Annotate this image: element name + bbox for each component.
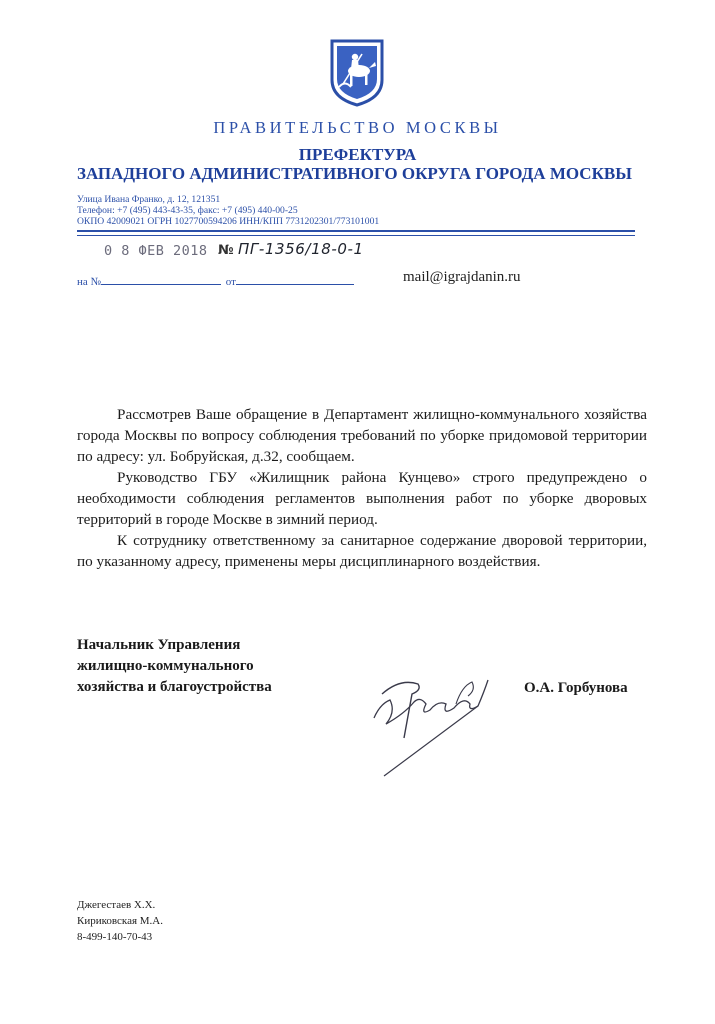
reference-ot-label: от — [225, 276, 236, 288]
executor-name: Джегестаев Х.Х. — [77, 899, 156, 911]
moscow-coat-of-arms-icon — [329, 38, 385, 108]
okrug-title: ЗАПАДНОГО АДМИНИСТРАТИВНОГО ОКРУГА ГОРОДА МОСКВЫ — [77, 164, 632, 183]
number-sign: № — [218, 243, 234, 258]
letter-body — [77, 404, 647, 572]
body-paragraph: Руководство ГБУ «Жилищник района Кунцево» строго предупреждено о необходимости соблюдения регламентов выполнения работ по уборке дворовых территорий в городе Москве в зимний период. — [77, 469, 647, 528]
position-line: Начальник Управления — [77, 637, 241, 653]
reference-na-label: на № — [77, 276, 102, 288]
letterhead-rule-thin — [77, 235, 635, 236]
phone-fax-line: Телефон: +7 (495) 443-43-35, факс: +7 (495) 440-00-25 — [77, 205, 298, 216]
executor-phone: 8-499-140-70-43 — [77, 931, 153, 943]
government-title: ПРАВИТЕЛЬСТВО МОСКВЫ — [213, 118, 502, 137]
handwritten-signature — [360, 660, 510, 785]
reference-number-blank — [101, 274, 221, 285]
reference-date-blank — [236, 274, 354, 285]
reference-line — [77, 274, 354, 288]
executor-name: Кириковская М.А. — [77, 915, 164, 927]
body-paragraph: К сотруднику ответственному за санитарное содержание дворовой территории, по указанному адресу, применены меры дисциплинарного воздействия. — [77, 532, 647, 570]
body-paragraph: Рассмотрев Ваше обращение в Департамент жилищно-коммунального хозяйства города Москвы по вопросу соблюдения требований по уборке придомовой территории по адресу: ул. Бобруйская, д.32, сообщаем. — [77, 406, 647, 465]
position-line: хозяйства и благоустройства — [77, 679, 272, 695]
signer-name: О.А. Горбунова — [524, 680, 628, 696]
registration-date-stamp: 0 8 ФЕВ 2018 — [104, 243, 208, 259]
prefecture-title: ПРЕФЕКТУРА — [298, 145, 417, 164]
letterhead-rule — [77, 230, 635, 232]
executors-block — [77, 897, 163, 945]
recipient-email: mail@igrajdanin.ru — [403, 269, 521, 285]
position-line: жилищно-коммунального — [77, 658, 254, 674]
address-line: Улица Ивана Франко, д. 12, 121351 — [77, 194, 221, 205]
signer-position — [77, 635, 337, 698]
registry-codes-line: ОКПО 42009021 ОГРН 1027700594206 ИНН/КПП 7731202301/773101001 — [77, 216, 380, 227]
registration-number-handwritten: ПГ-1356/18-0-1 — [238, 240, 364, 258]
